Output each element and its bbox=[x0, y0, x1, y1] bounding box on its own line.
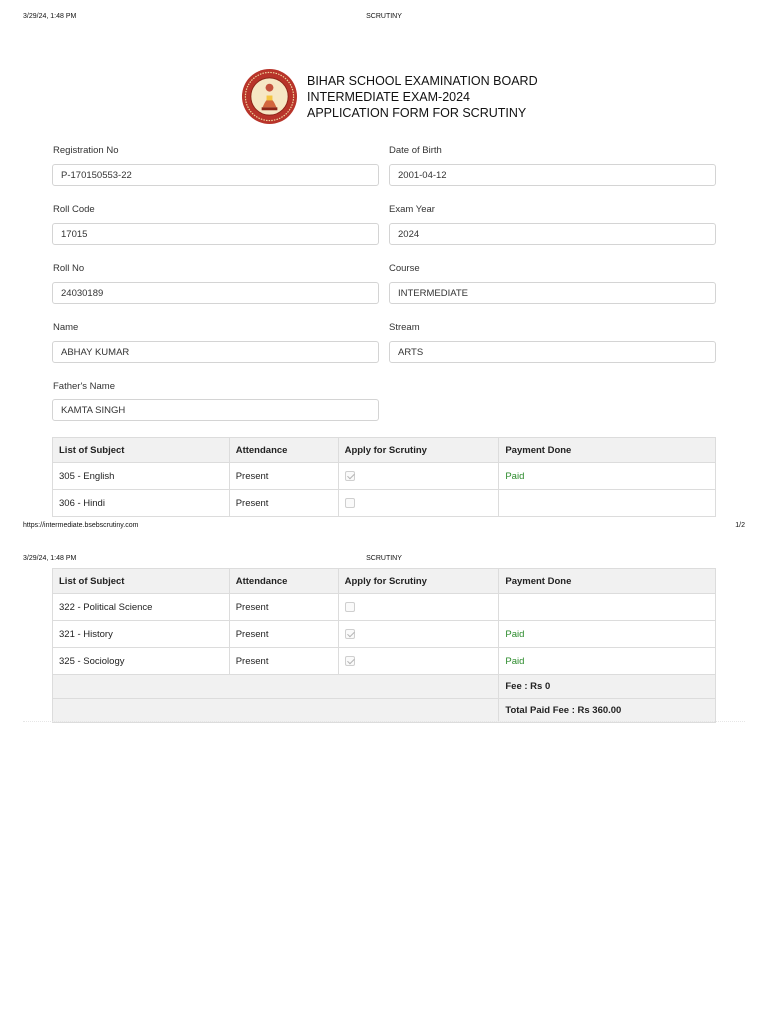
subject-cell: 305 - English bbox=[53, 463, 230, 490]
payment-cell bbox=[499, 490, 716, 517]
table-row bbox=[53, 594, 716, 621]
print-footer bbox=[23, 522, 745, 532]
payment-cell bbox=[499, 594, 716, 621]
col-scrutiny-header: Apply for Scrutiny bbox=[338, 438, 499, 463]
print-title: SCRUTINY bbox=[366, 555, 402, 562]
col-subject-header: List of Subject bbox=[53, 438, 230, 463]
stream-field[interactable]: ARTS bbox=[389, 341, 716, 363]
table-row bbox=[53, 648, 716, 675]
father-name-field[interactable]: KAMTA SINGH bbox=[52, 399, 379, 421]
col-subject-header: List of Subject bbox=[53, 569, 230, 594]
payment-cell: Paid bbox=[499, 621, 716, 648]
form-title: APPLICATION FORM FOR SCRUTINY bbox=[307, 105, 527, 120]
print-header-page2 bbox=[23, 555, 745, 565]
subjects-table-page2 bbox=[52, 568, 716, 723]
registration-no-field[interactable]: P-170150553-22 bbox=[52, 164, 379, 186]
total-paid-fee-cell: Total Paid Fee : Rs 360.00 bbox=[499, 699, 716, 723]
roll-no-label: Roll No bbox=[53, 263, 85, 274]
board-name: BIHAR SCHOOL EXAMINATION BOARD bbox=[307, 73, 538, 88]
exam-year-field[interactable]: 2024 bbox=[389, 223, 716, 245]
fee-row bbox=[53, 675, 716, 699]
roll-code-label: Roll Code bbox=[53, 204, 95, 215]
scrutiny-checkbox[interactable] bbox=[345, 629, 355, 639]
print-title: SCRUTINY bbox=[366, 13, 402, 20]
col-attendance-header: Attendance bbox=[229, 569, 338, 594]
attendance-cell: Present bbox=[229, 463, 338, 490]
table-row bbox=[53, 463, 716, 490]
subject-cell: 325 - Sociology bbox=[53, 648, 230, 675]
roll-no-field[interactable]: 24030189 bbox=[52, 282, 379, 304]
bseb-seal-icon bbox=[241, 68, 298, 125]
table-row bbox=[53, 490, 716, 517]
print-date: 3/29/24, 1:48 PM bbox=[23, 13, 77, 20]
col-payment-header: Payment Done bbox=[499, 569, 716, 594]
attendance-cell: Present bbox=[229, 648, 338, 675]
table-row bbox=[53, 621, 716, 648]
fee-cell: Fee : Rs 0 bbox=[499, 675, 716, 699]
page-divider bbox=[23, 721, 745, 722]
col-scrutiny-header: Apply for Scrutiny bbox=[338, 569, 499, 594]
name-label: Name bbox=[53, 322, 79, 333]
name-field[interactable]: ABHAY KUMAR bbox=[52, 341, 379, 363]
board-header bbox=[241, 68, 538, 125]
table-header-row bbox=[53, 569, 716, 594]
col-payment-header: Payment Done bbox=[499, 438, 716, 463]
table-header-row bbox=[53, 438, 716, 463]
dob-field[interactable]: 2001-04-12 bbox=[389, 164, 716, 186]
attendance-cell: Present bbox=[229, 621, 338, 648]
father-name-label: Father's Name bbox=[53, 381, 116, 392]
subject-cell: 322 - Political Science bbox=[53, 594, 230, 621]
registration-no-label: Registration No bbox=[53, 145, 119, 156]
print-url: https://intermediate.bsebscrutiny.com bbox=[23, 522, 139, 529]
print-date: 3/29/24, 1:48 PM bbox=[23, 555, 77, 562]
attendance-cell: Present bbox=[229, 490, 338, 517]
subject-cell: 306 - Hindi bbox=[53, 490, 230, 517]
exam-name: INTERMEDIATE EXAM-2024 bbox=[307, 89, 471, 104]
subject-cell: 321 - History bbox=[53, 621, 230, 648]
print-header bbox=[23, 13, 745, 23]
roll-code-field[interactable]: 17015 bbox=[52, 223, 379, 245]
payment-cell: Paid bbox=[499, 463, 716, 490]
course-label: Course bbox=[389, 263, 420, 274]
subjects-table-page1 bbox=[52, 437, 716, 517]
scrutiny-checkbox[interactable] bbox=[345, 498, 355, 508]
col-attendance-header: Attendance bbox=[229, 438, 338, 463]
attendance-cell: Present bbox=[229, 594, 338, 621]
course-field[interactable]: INTERMEDIATE bbox=[389, 282, 716, 304]
page-number: 1/2 bbox=[735, 522, 745, 529]
payment-cell: Paid bbox=[499, 648, 716, 675]
scrutiny-checkbox[interactable] bbox=[345, 656, 355, 666]
stream-label: Stream bbox=[389, 322, 420, 333]
scrutiny-checkbox[interactable] bbox=[345, 471, 355, 481]
dob-label: Date of Birth bbox=[389, 145, 442, 156]
total-fee-row bbox=[53, 699, 716, 723]
scrutiny-checkbox[interactable] bbox=[345, 602, 355, 612]
exam-year-label: Exam Year bbox=[389, 204, 435, 215]
